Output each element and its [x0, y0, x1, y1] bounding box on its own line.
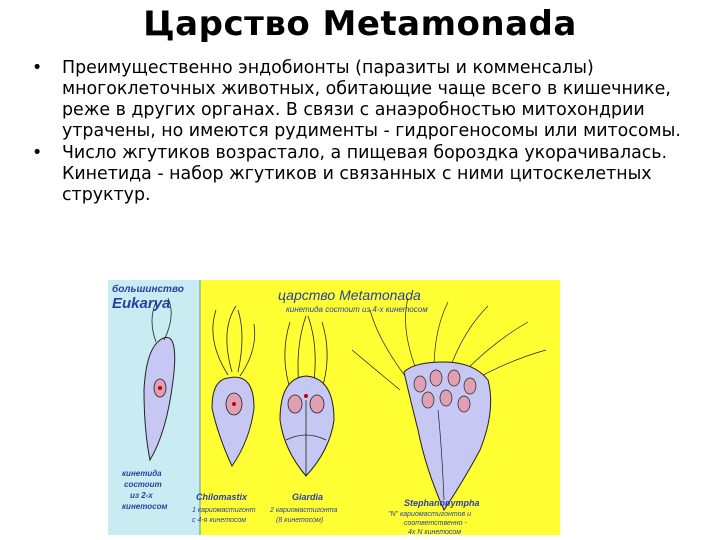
- left-caption-line: кинетида: [122, 469, 162, 478]
- left-caption-line: кинетосом: [122, 502, 168, 511]
- left-heading-big: Eukarya: [112, 295, 171, 312]
- bullet-marker: •: [32, 58, 43, 78]
- organism-name: Stephanonympha: [404, 498, 480, 508]
- bullet-marker: •: [32, 143, 43, 163]
- bullet-text: Число жгутиков возрастало, а пищевая бороздка укорачивалась. Кинетида - набор жгутиков и связанных с ними цитоскелетных структур.: [62, 143, 668, 205]
- organism-caption: 1 кариомастигонт: [192, 507, 256, 514]
- organism-caption: "N" кариомастигонтов и: [388, 511, 472, 518]
- organism-caption: (8 кинетосом): [276, 517, 324, 524]
- left-heading-small: большинство: [112, 284, 184, 295]
- organism-caption: 2 кариомастигонта: [270, 507, 338, 514]
- bullet-item: [30, 58, 690, 142]
- organism-name: Giardia: [292, 492, 324, 502]
- main-heading: царство Metamonada: [278, 287, 421, 303]
- organism-caption: 4x N кинетосом: [408, 529, 462, 535]
- bullet-list: [30, 58, 690, 207]
- slide-title: Царство Metamonada: [143, 4, 577, 44]
- figure-illustration: [108, 280, 560, 535]
- organism-caption: с 4-я кинетосом: [192, 517, 247, 524]
- organism-caption: соответственно -: [404, 520, 467, 527]
- main-subheading: кинетида состоит из 4-х кинетосом: [286, 305, 428, 314]
- left-caption-line: состоит: [124, 480, 162, 489]
- left-caption-line: из 2-х: [130, 491, 153, 500]
- bullet-item: [30, 143, 690, 206]
- organism-name: Chilomastix: [196, 492, 248, 502]
- bullet-text: Преимущественно эндобионты (паразиты и комменсалы) многоклеточных животных, обитающие чаще всего в кишечнике, реже в других органах. В связи с анаэробностью митохондрии утрачены, но имеются рудименты - гидрогеносомы или митосомы.: [62, 58, 681, 141]
- metamonada-figure: [108, 280, 560, 535]
